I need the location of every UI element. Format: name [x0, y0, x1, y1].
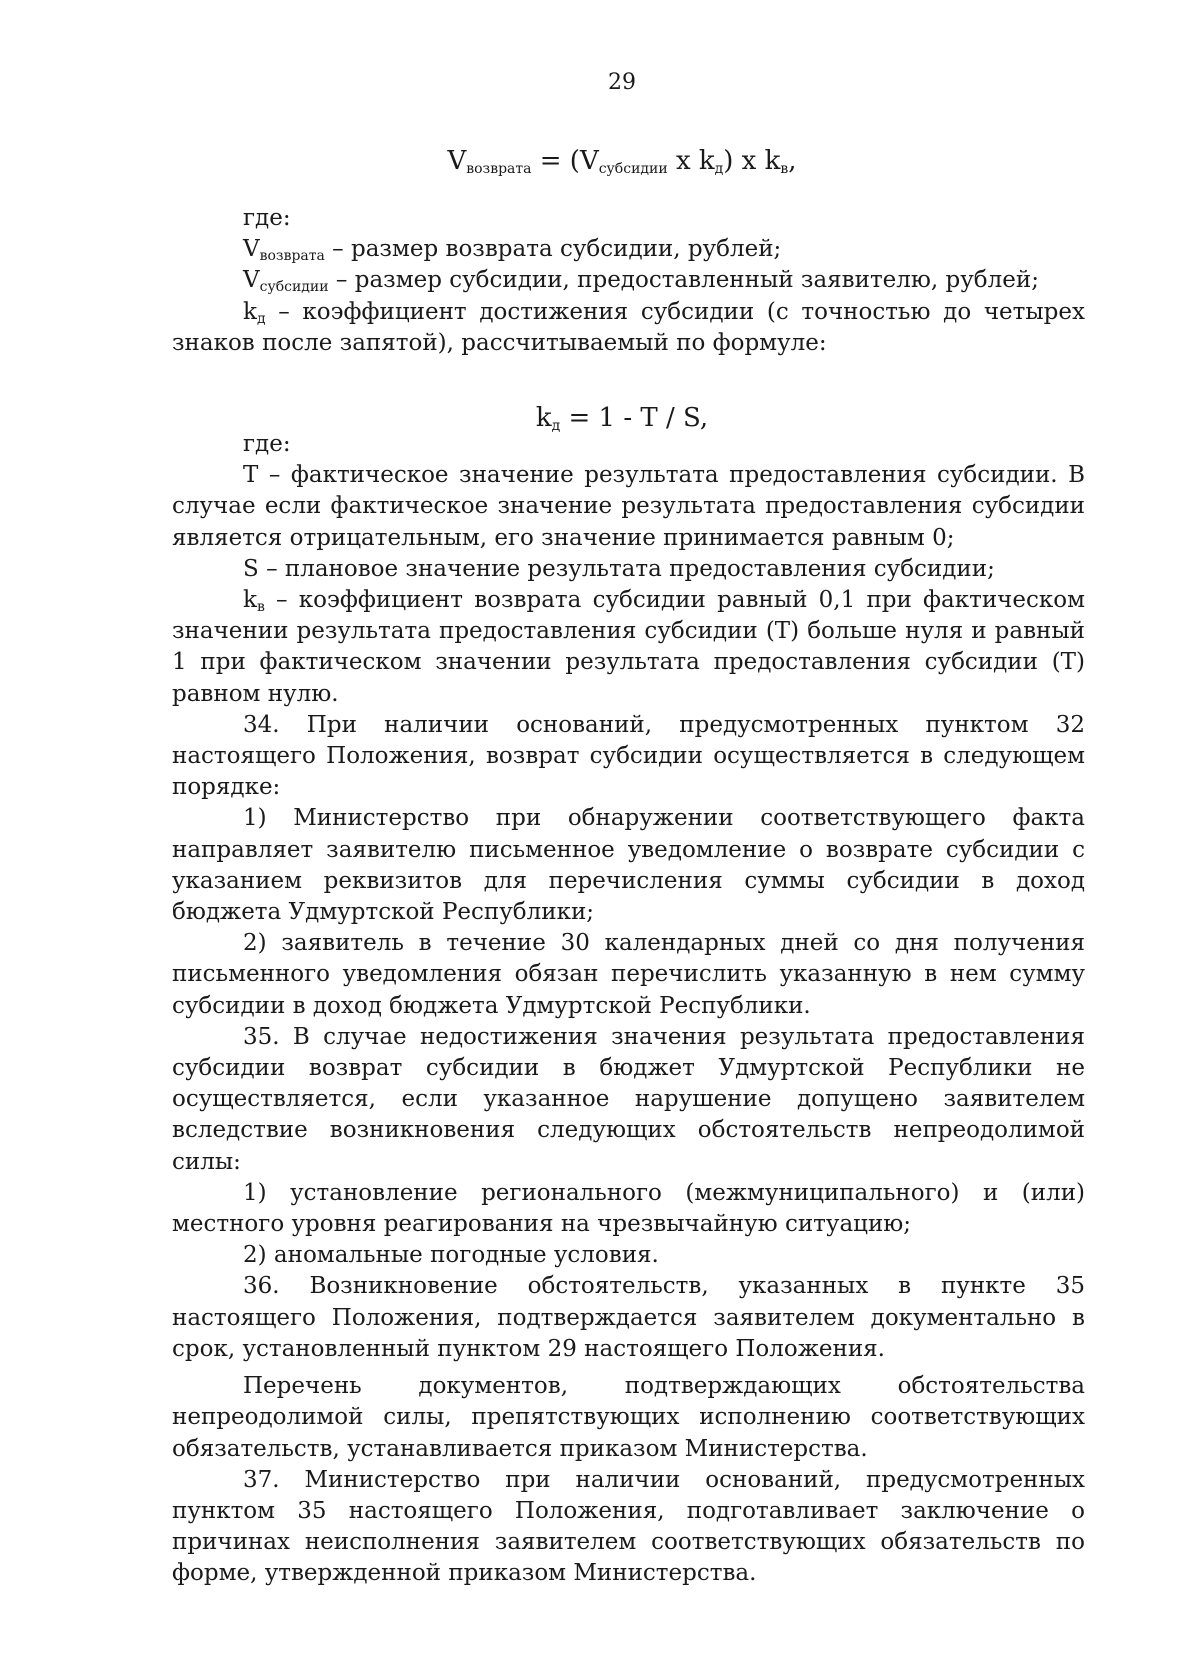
clause-34: 34. При наличии оснований, предусмотренных пунктом 32 настоящего Положения, возврат субсидии осуществляется в следующем порядке:: [172, 711, 1085, 801]
return-formula: $V_{возврата} = (V_{субсидии}$ x $k_д$) x $k_в$,: [447, 146, 797, 177]
kd-formula: $k_д = 1 - Т / S$,: [535, 403, 709, 434]
page-number: 29: [608, 70, 636, 95]
clause-35-item-2: 2) аномальные погодные условия.: [243, 1242, 659, 1269]
where-label: где:: [243, 431, 291, 457]
def-t: Т – фактическое значение результата предоставления субсидии. В случае если фактическое значение результата предоставления субсидии является отрицательным, его значение принимается равным 0;: [172, 462, 1085, 551]
clause-36-documents-list: Перечень документов, подтверждающих обстоятельства непреодолимой силы, препятствующих исполнению соответствующих обязательств, устанавливается приказом Министерства.: [172, 1373, 1085, 1462]
definitions-block-1: [172, 203, 1085, 359]
clause-35-item-1: 1) установление регионального (межмуниципального) и (или) местного уровня реагирования на чрезвычайную ситуацию;: [172, 1179, 1085, 1238]
def-kd: $k_д$ – коэффициент достижения субсидии (с точностью до четырех знаков после запятой), рассчитываемый по формуле:: [172, 298, 1085, 356]
clause-34-item-2: 2) заявитель в течение 30 календарных дней со дня получения письменного уведомления обязан перечислить указанную в нем сумму субсидии в доход бюджета Удмуртской Республики.: [172, 930, 1085, 1019]
clause-36: 36. Возникновение обстоятельств, указанных в пункте 35 настоящего Положения, подтверждается заявителем документально в срок, установленный пунктом 29 настоящего Положения.: [172, 1273, 1085, 1362]
def-kv: $k_в$ – коэффициент возврата субсидии равный 0,1 при фактическом значении результата предоставления субсидии (Т) больше нуля и равный 1 при фактическом значении результата предоставления субсидии (Т) равном нулю.: [172, 587, 1085, 707]
clause-34-item-1: 1) Министерство при обнаружении соответствующего факта направляет заявителю письменное уведомление о возврате субсидии с указанием реквизитов для перечисления суммы субсидии в доход бюджета Удмуртской Республики;: [172, 805, 1085, 926]
where-label: где:: [243, 205, 291, 231]
clause-37: 37. Министерство при наличии оснований, предусмотренных пунктом 35 настоящего Положения, подготавливает заключение о причинах неисполнения заявителем соответствующих обязательств по форме, утвержденной приказом Министерства.: [172, 1466, 1085, 1587]
def-v-subsidy: $V_{субсидии}$ – размер субсидии, предоставленный заявителю, рублей;: [243, 267, 1039, 296]
def-v-return: $V_{возврата}$ – размер возврата субсидии, рублей;: [243, 236, 782, 265]
def-s: S – плановое значение результата предоставления субсидии;: [243, 555, 995, 582]
clause-35: 35. В случае недостижения значения результата предоставления субсидии возврат субсидии в бюджет Удмуртской Республики не осуществляется, если указанное нарушение допущено заявителем вследствие возникновения следующих обстоятельств непреодолимой силы:: [172, 1023, 1085, 1175]
definitions-block-2: [172, 429, 1085, 1590]
